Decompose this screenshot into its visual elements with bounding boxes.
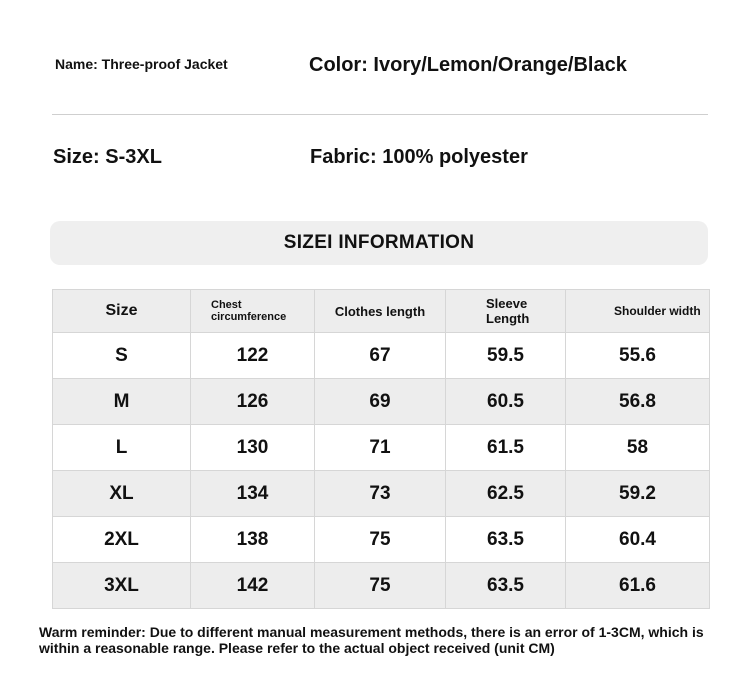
table-row: [53, 425, 710, 471]
cell-chest: 138: [191, 517, 315, 563]
size-info-title: SIZEI INFORMATION: [283, 232, 475, 253]
divider: [52, 114, 708, 115]
cell-size: 3XL: [53, 563, 191, 609]
cell-chest: 134: [191, 471, 315, 517]
cell-size: S: [53, 333, 191, 379]
cell-length: 69: [315, 379, 446, 425]
product-size-range: Size: S-3XL: [53, 146, 162, 168]
table-row: [53, 333, 710, 379]
cell-sleeve: 59.5: [446, 333, 566, 379]
cell-shoulder: 56.8: [566, 379, 710, 425]
cell-length: 73: [315, 471, 446, 517]
table-row: [53, 563, 710, 609]
product-fabric: Fabric: 100% polyester: [310, 146, 528, 168]
cell-sleeve: 62.5: [446, 471, 566, 517]
cell-size: XL: [53, 471, 191, 517]
table-row: [53, 471, 710, 517]
cell-length: 71: [315, 425, 446, 471]
cell-chest: 126: [191, 379, 315, 425]
header-sleeve-length: Sleeve Length: [446, 290, 566, 333]
cell-sleeve: 61.5: [446, 425, 566, 471]
table-row: [53, 517, 710, 563]
cell-size: 2XL: [53, 517, 191, 563]
size-table: [52, 289, 710, 609]
cell-sleeve: 60.5: [446, 379, 566, 425]
header-chest: Chest circumference: [191, 290, 315, 333]
cell-length: 67: [315, 333, 446, 379]
cell-length: 75: [315, 563, 446, 609]
header-shoulder-width: Shoulder width: [566, 290, 710, 333]
cell-size: L: [53, 425, 191, 471]
size-info-banner: [50, 221, 708, 265]
cell-shoulder: 59.2: [566, 471, 710, 517]
cell-chest: 130: [191, 425, 315, 471]
cell-sleeve: 63.5: [446, 517, 566, 563]
cell-shoulder: 58: [566, 425, 710, 471]
table-row: [53, 379, 710, 425]
cell-shoulder: 55.6: [566, 333, 710, 379]
cell-length: 75: [315, 517, 446, 563]
cell-chest: 122: [191, 333, 315, 379]
table-header-row: [53, 290, 710, 333]
warm-reminder-note: Warm reminder: Due to different manual measurement methods, there is an error of 1-3CM, which is within a reasonable range. Please refer to the actual object received (unit CM): [39, 624, 704, 656]
product-name: Name: Three-proof Jacket: [55, 56, 228, 72]
header-clothes-length: Clothes length: [315, 290, 446, 333]
cell-shoulder: 60.4: [566, 517, 710, 563]
product-color: Color: Ivory/Lemon/Orange/Black: [309, 54, 627, 76]
cell-chest: 142: [191, 563, 315, 609]
cell-sleeve: 63.5: [446, 563, 566, 609]
header-size: Size: [53, 290, 191, 333]
cell-size: M: [53, 379, 191, 425]
cell-shoulder: 61.6: [566, 563, 710, 609]
